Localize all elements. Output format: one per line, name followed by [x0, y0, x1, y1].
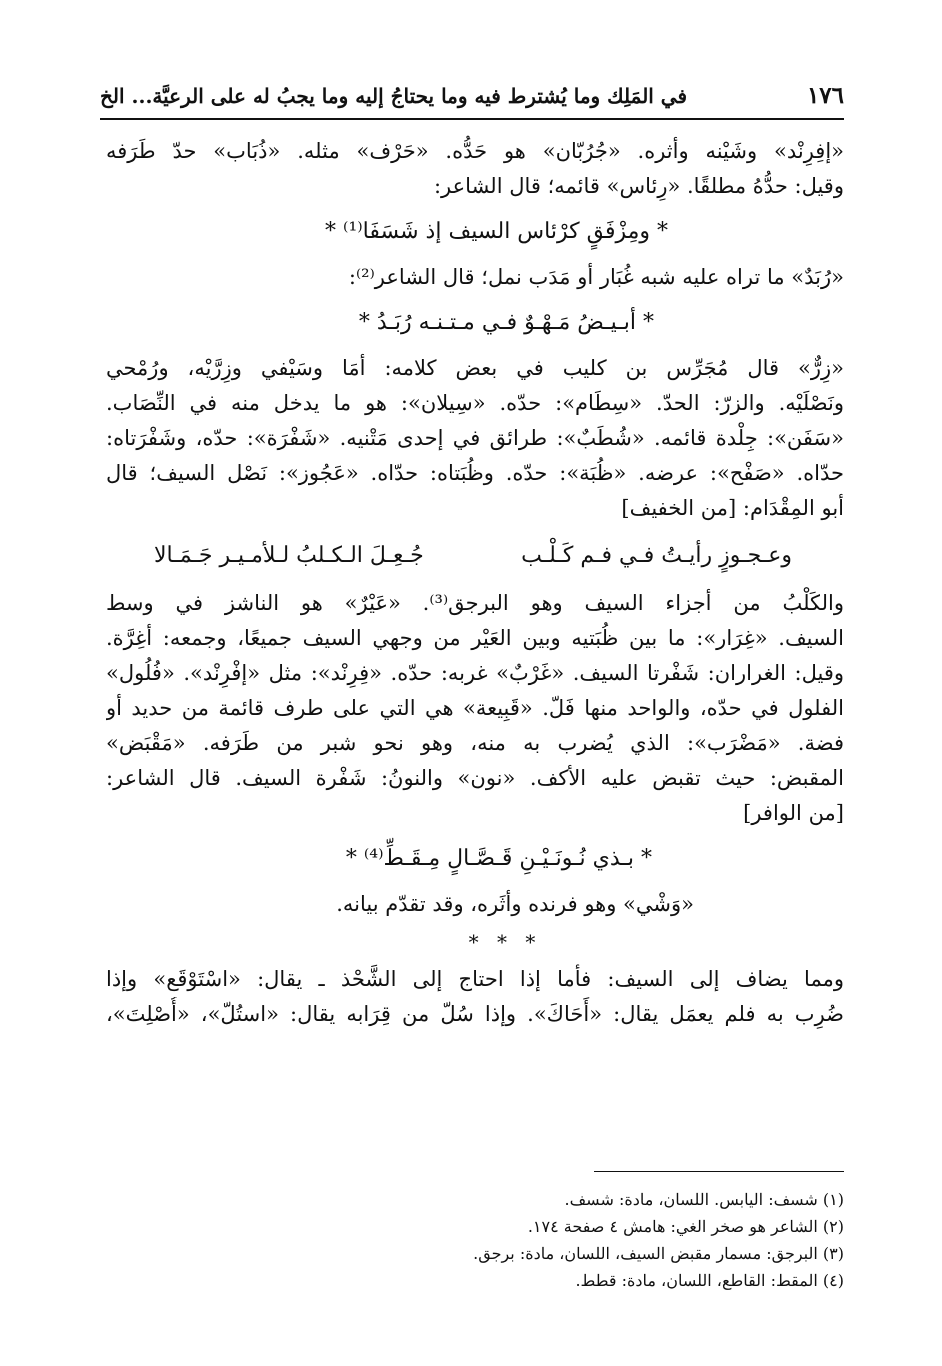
verse-couplet: [106, 526, 844, 586]
verse-first-hemistich: وعـجـوزٍ رأيـتُ فـي فـم كَـلْـب: [521, 543, 792, 568]
verse-line: * بـذي نُـونَـيْـنِ قَـصَّـالٍ مِـقَـطِّ⁽⁴⁾ *: [345, 846, 652, 871]
text-line: وقيل: حدُّهُ مطلقًا. «رِئاس» قائمه؛ قال الشاعر:: [433, 174, 844, 198]
header-rule: [100, 118, 844, 120]
text-line: [من الوافر]: [743, 801, 844, 825]
text-line: «رُبَدٌ» ما تراه عليه شبه غُبَار أو مَدَب نمل؛ قال الشاعر⁽²⁾:: [348, 265, 844, 289]
footnote: (٤) المقط: القاطع، اللسان، مادة: قطط.: [575, 1271, 844, 1290]
text-line: «سَفَن»: جِلْدة قائمه. «شُطَبٌ»: طرائق في إحدى مَتْنيه. «شَفْرَة»: حدّه، وشَفْرَتاه:: [106, 426, 844, 450]
running-title: في المَلِك وما يُشترط فيه وما يحتاجُ إليه وما يجبُ له على الرعيَّة... الخ: [100, 84, 688, 108]
text-block-2: [106, 586, 844, 922]
main-text: [106, 134, 844, 1032]
footnotes: [244, 1186, 844, 1294]
text-line: السيف. «غِرَار»: ما بين ظُبَتيه وبين العَيْر من وجهي السيف جميعًا، وجمعه: أغِرَّة.: [106, 626, 844, 650]
text-line: «إفِرِنْد» وشَيْنه وأثره. «جُرُبّان» هو حَدُّه. «حَرْف» مثله. «ذُبَاب» حدّ طَرَفه: [106, 139, 844, 163]
footnote: (٢) الشاعر هو صخر الغي: هامش ٤ صفحة ١٧٤.: [527, 1217, 844, 1236]
verse-line: * ومِزْفَقٍ كرْئاس السيف إذ شَسَفَا⁽¹⁾ *: [325, 219, 668, 244]
text-line: ومما يضاف إلى السيف: فأما إذا احتاج إلى الشَّحْذ ـ يقال: «اسْتَوْقَع» وإذا: [106, 967, 844, 991]
text-line: حدّاه. «صَفْح»: عرضه. «ظُبَة»: حدّه. وظُبَتاه: حدّاه. «عَجُوز»: نَصْل السيف؛ قال: [106, 461, 844, 485]
page-number: ١٧٦: [806, 82, 844, 109]
text-line: أبو المِقْدَام: [من الخفيف]: [621, 496, 844, 520]
text-line: فضة. «مَضْرَب»: الذي يُضرب به منه، وهو نحو شبر من طَرَفه. «مَقْبَض»: [106, 731, 844, 755]
text-block-1: [106, 134, 844, 526]
text-line: «وَشْي» وهو فرنده وأثَره، وقد تقدّم بيانه.: [336, 892, 694, 916]
text-line: وقيل: الغراران: شَفْرتا السيف. «غَرْبٌ» غربه: حدّه. «فِرِنْد»: مثل «إفْرِنْد». «فُلُول»: [106, 661, 844, 685]
verse-line: * أبـيـضُ مَـهْـوٌ فـي مـتـنـه رُبَـدُ *: [358, 310, 654, 335]
text-line: «زِرٌّ» قال مُجَرِّس بن كليب في بعض كلامه: أمَا وسَيْفي وزِرَّيْه، ورُمْحي: [106, 356, 844, 380]
section-separator: * * *: [468, 930, 542, 954]
text-line: والكَلْبُ من أجزاء السيف وهو البرجق⁽³⁾. «عَيْرٌ» هو الناشز في وسط: [106, 591, 844, 615]
text-block-3: [106, 962, 844, 1032]
text-line: المقبض: حيث تقبض عليه الأكف. «نون» والنونُ: شَفْرة السيف. قال الشاعر:: [106, 766, 844, 790]
footnote: (٣) البرجق: مسمار مقبض السيف، اللسان، مادة: برجق.: [473, 1244, 844, 1263]
text-line: الفلول في حدّه، والواحد منها فَلّ. «قَبِيعة» هي التي على طرف قائمة من حديد أو: [106, 696, 844, 720]
text-line: ونَصْلَيْه. والزرّ: الحدّ. «سِطَام»: حدّه. «سِيلان»: هو ما يدخل منه في النِّصَاب.: [106, 391, 844, 415]
text-line: ضُرِب به فلم يعمَل يقال: «أَحَاكَ». وإذا سُلّ من قِرَابه يقال: «استُلّ»، «أُصْلِتَ»،: [106, 1002, 844, 1026]
footnote: (١) شسف: اليابس. اللسان، مادة: شسف.: [564, 1190, 844, 1209]
verse-second-hemistich: جُـعِـلَ الـكـلبُ لـلأمـيـر جَـمَـالا: [154, 543, 424, 568]
running-header: [100, 82, 844, 116]
footnote-rule: [594, 1171, 844, 1172]
